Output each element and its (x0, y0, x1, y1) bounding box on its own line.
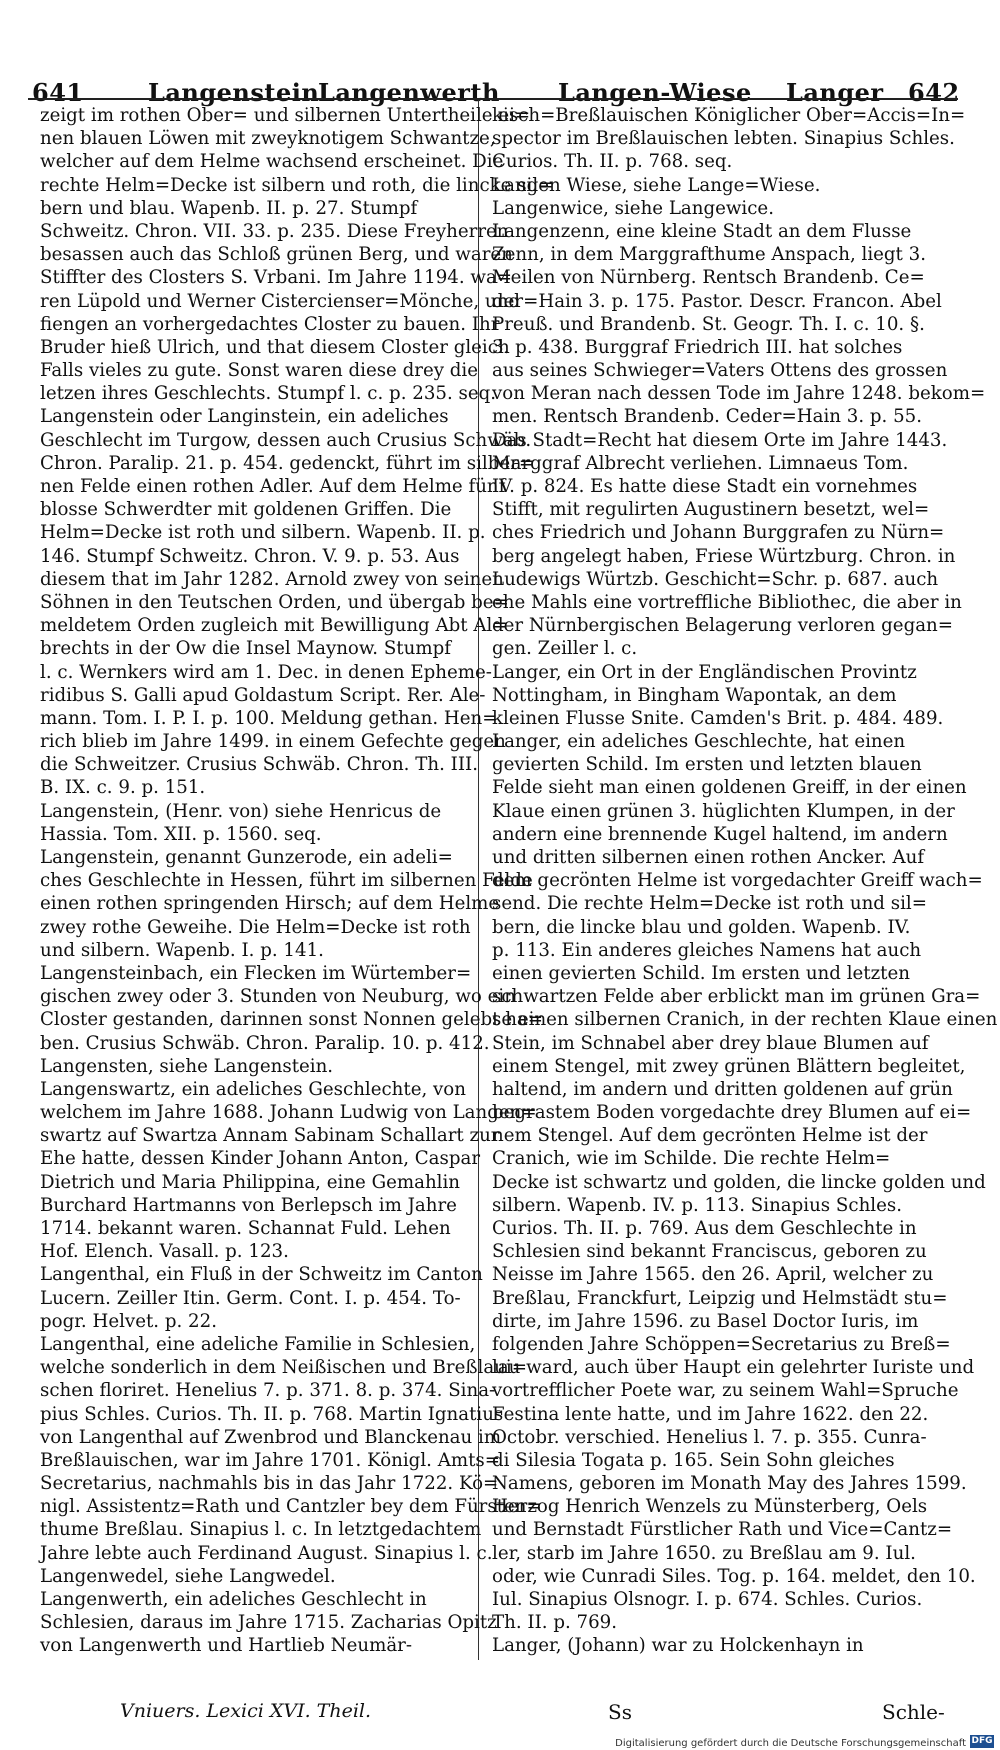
text-line: der Nürnbergischen Belagerung verloren gegan= (492, 615, 954, 637)
text-line: Langenstein, (Henr. von) siehe Henricus de (40, 800, 442, 822)
text-line: Langenthal, eine adeliche Familie in Schlesien, (40, 1333, 476, 1355)
text-line: von Meran nach dessen Tode im Jahre 1248. bekom= (492, 383, 986, 405)
text-line: und Bernstadt Fürstlicher Rath und Vice=Cantz= (492, 1519, 953, 1541)
text-line: Langer, ein Ort in der Engländischen Provintz (492, 661, 917, 683)
running-header (28, 60, 972, 108)
text-line: mann. Tom. I. P. I. p. 100. Meldung gethan. Hen= (40, 707, 498, 729)
text-line: von Langenwerth und Hartlieb Neumär- (40, 1635, 413, 1657)
text-line: begrastem Boden vorgedachte drey Blumen auf ei= (492, 1102, 972, 1124)
text-line: Stein, im Schnabel aber drey blaue Blumen auf (492, 1032, 929, 1054)
text-line: ridibus S. Galli apud Goldastum Script. Rer. Ale- (40, 684, 486, 706)
text-line: meldetem Orden zugleich mit Bewilligung Abt Al= (40, 615, 508, 637)
text-line: zwey rothe Geweihe. Die Helm=Decke ist roth (40, 916, 471, 938)
text-line: Langenwerth, ein adeliches Geschlecht in (40, 1589, 427, 1610)
text-line: se einen silbernen Cranich, in der rechten Klaue einen (492, 1009, 998, 1031)
text-line: ben. Crusius Schwäb. Chron. Paralip. 10. p. 412. (40, 1032, 490, 1054)
text-line: einen gevierten Schild. Im ersten und letzten (492, 962, 910, 984)
text-line: Langenswartz, ein adeliches Geschlechte, von (40, 1078, 466, 1100)
text-line: Decke ist schwartz und golden, die lincke golden und (492, 1171, 986, 1193)
text-line: p. 113. Ein anderes gleiches Namens hat auch (492, 939, 922, 961)
text-line: Langenwice, siehe Langewice. (492, 197, 774, 219)
text-line: Th. II. p. 769. (492, 1612, 618, 1634)
text-line: di Silesia Togata p. 165. Sein Sohn gleiches (492, 1449, 895, 1471)
text-line: folgenden Jahre Schöppen=Secretarius zu Breß= (492, 1333, 951, 1355)
text-line: diesem that im Jahr 1282. Arnold zwey von seinen (40, 568, 504, 590)
text-line: Langer, (Johann) war zu Holckenhayn in (492, 1635, 864, 1657)
text-line: bern, die lincke blau und golden. Wapenb. IV. (492, 916, 911, 938)
footer-catchline: Vniuers. Lexici XVI. Theil. (120, 1700, 372, 1722)
text-line: Helm=Decke ist roth und silbern. Wapenb. II. p. (40, 522, 486, 544)
text-line: Dietrich und Maria Philippina, eine Gemahlin (40, 1171, 461, 1193)
text-line: Geschlecht im Turgow, dessen auch Crusius Schwäb. (40, 429, 532, 451)
text-line: Ehe hatte, dessen Kinder Johann Anton, Caspar (40, 1148, 481, 1170)
text-line: Chron. Paralip. 21. p. 454. gedenckt, führt im silber= (40, 452, 535, 474)
text-line: Burchard Hartmanns von Berlepsch im Jahre (40, 1194, 457, 1216)
text-line: nen blauen Löwen mit zweyknotigem Schwantze, (40, 128, 496, 150)
text-line: Iul. Sinapius Olsnogr. I. p. 674. Schles. Curios. (492, 1589, 923, 1610)
text-line: Söhnen in den Teutschen Orden, und übergab be= (40, 591, 509, 613)
text-line: besassen auch das Schloß grünen Berg, und waren (40, 244, 513, 266)
text-line: Felde sieht man einen goldenen Greiff, in der einen (492, 777, 967, 799)
text-line: ler, starb im Jahre 1650. zu Breßlau am 9. Iul. (492, 1542, 916, 1564)
text-line: ren Lüpold und Werner Cistercienser=Mönche, und (40, 290, 520, 312)
text-line: Langer, ein adeliches Geschlechte, hat einen (492, 731, 906, 753)
text-line: Langensten, siehe Langenstein. (40, 1055, 334, 1077)
page-number-left: 641 (32, 78, 84, 107)
text-line: fiengen an vorhergedachtes Closter zu bauen. Ihr (40, 313, 500, 335)
text-line: andern eine brennende Kugel haltend, im andern (492, 823, 948, 845)
next-page-catchword: Schle- (882, 1700, 945, 1724)
text-line: Ludewigs Würtzb. Geschicht=Schr. p. 687. auch (492, 568, 939, 590)
text-line: Falls vieles zu gute. Sonst waren diese drey die (40, 360, 478, 382)
text-line: Cranich, wie im Schilde. Die rechte Helm= (492, 1148, 891, 1170)
text-line: schwartzen Felde aber erblickt man im grünen Gra= (492, 986, 981, 1008)
text-line: welcher auf dem Helme wachsend erscheinet. Die (40, 151, 504, 173)
header-catchword-left-2: Langenwerth (318, 78, 500, 107)
text-line: Langensteinbach, ein Flecken im Würtember= (40, 962, 472, 984)
text-line: und silbern. Wapenb. I. p. 141. (40, 939, 324, 961)
text-line: letzen ihres Geschlechts. Stumpf l. c. p. 235. seq. (40, 383, 497, 405)
text-line: Schlesien sind bekannt Franciscus, geboren zu (492, 1241, 927, 1263)
text-line: Preuß. und Brandenb. St. Geogr. Th. I. c. 10. §. (492, 313, 925, 335)
signature-mark: Ss (608, 1700, 632, 1724)
text-line: Langenstein oder Langinstein, ein adeliches (40, 406, 449, 428)
text-line: Stifft, mit regulirten Augustinern besetzt, wel= (492, 499, 930, 521)
text-line: Langenstein, genannt Gunzerode, ein adeli= (40, 847, 453, 868)
text-line: Breßlauischen, war im Jahre 1701. Königl. Amts= (40, 1449, 500, 1471)
text-line: Meilen von Nürnberg. Rentsch Brandenb. Ce= (492, 267, 925, 289)
header-catchword-left-1: Langenstein (148, 78, 320, 107)
text-line: Lucern. Zeiller Itin. Germ. Cont. I. p. 454. To- (40, 1287, 461, 1309)
right-column (492, 104, 998, 1658)
digitization-note: Digitalisierung gefördert durch die Deutsche Forschungsgemeinschaft (615, 1738, 966, 1749)
text-line: pogr. Helvet. p. 22. (40, 1310, 217, 1332)
text-line: Marggraf Albrecht verliehen. Limnaeus Tom. (492, 452, 909, 474)
text-line: send. Die rechte Helm=Decke ist roth und sil= (492, 893, 927, 915)
text-line: l. c. Wernkers wird am 1. Dec. in denen Epheme- (40, 661, 492, 683)
text-line: Jahre lebte auch Ferdinand August. Sinapius l. c. (40, 1542, 493, 1564)
text-line: Schlesien, daraus im Jahre 1715. Zacharias Opitz (40, 1612, 497, 1634)
text-line: kleinen Flusse Snite. Camden's Brit. p. 484. 489. (492, 707, 944, 729)
text-line: der=Hain 3. p. 175. Pastor. Descr. Francon. Abel (492, 290, 942, 312)
text-line: ehe Mahls eine vortreffliche Bibliothec, die aber in (492, 591, 962, 613)
text-line: Hof. Elench. Vasall. p. 123. (40, 1241, 289, 1263)
text-line: ches Friedrich und Johann Burggrafen zu Nürn= (492, 522, 945, 544)
text-line: rich blieb im Jahre 1499. in einem Gefechte gegen (40, 731, 506, 753)
text-line: lau ward, auch über Haupt ein gelehrter Iuriste und (492, 1357, 975, 1379)
text-line: Neisse im Jahre 1565. den 26. April, welcher zu (492, 1264, 934, 1286)
text-line: Herzog Henrich Wenzels zu Münsterberg, Oels (492, 1496, 928, 1518)
header-catchword-right-1: Langen-Wiese (558, 78, 752, 107)
text-line: 3. p. 438. Burggraf Friedrich III. hat solches (492, 336, 903, 358)
text-line: Festina lente hatte, und im Jahre 1622. den 22. (492, 1403, 929, 1425)
text-line: Langen Wiese, siehe Lange=Wiese. (492, 174, 821, 196)
text-line: IV. p. 824. Es hatte diese Stadt ein vornehmes (492, 476, 918, 497)
text-line: einen rothen springenden Hirsch; auf dem Helme (40, 893, 500, 915)
text-line: einem Stengel, mit zwey grünen Blättern begleitet, (492, 1055, 966, 1077)
text-line: B. IX. c. 9. p. 151. (40, 777, 206, 799)
text-line: dem gecrönten Helme ist vorgedachter Greiff wach= (492, 870, 983, 892)
text-line: nigl. Assistentz=Rath und Cantzler bey dem Fürsten= (40, 1496, 542, 1518)
text-line: Zenn, in dem Marggrafthume Anspach, liegt 3. (492, 244, 926, 266)
text-line: ches Geschlechte in Hessen, führt im silbernen Felde (40, 870, 533, 892)
text-line: spector im Breßlauischen lebten. Sinapius Schles. (492, 128, 955, 150)
text-line: Curios. Th. II. p. 768. seq. (492, 151, 733, 173)
text-line: gevierten Schild. Im ersten und letzten blauen (492, 754, 922, 776)
text-line: oder, wie Cunradi Siles. Tog. p. 164. meldet, den 10. (492, 1565, 976, 1587)
text-line: Langenwedel, siehe Langwedel. (40, 1565, 336, 1587)
text-line: Stiffter des Closters S. Vrbani. Im Jahre 1194. wa= (40, 267, 513, 289)
text-line: von Langenthal auf Zwenbrod und Blanckenau im (40, 1426, 502, 1448)
text-line: welchem im Jahre 1688. Johann Ludwig von Langen= (40, 1102, 537, 1124)
text-line: blosse Schwerdter mit goldenen Griffen. Die (40, 499, 452, 521)
text-line: nen Felde einen rothen Adler. Auf dem Helme fünf (40, 476, 506, 497)
text-line: Namens, geboren im Monath May des Jahres 1599. (492, 1473, 967, 1495)
text-line: men. Rentsch Brandenb. Ceder=Hain 3. p. 55. (492, 406, 923, 428)
text-line: swartz auf Swartza Annam Sabinam Schallart zur (40, 1125, 500, 1147)
text-line: nem Stengel. Auf dem gecrönten Helme ist der (492, 1125, 928, 1147)
text-line: Bruder hieß Ulrich, und that diesem Closter gleich (40, 336, 510, 358)
page-number-right: 642 (908, 78, 960, 107)
text-line: Langenthal, ein Fluß in der Schweitz im Canton (40, 1264, 483, 1286)
left-column (40, 104, 554, 1658)
text-line: die Schweitzer. Crusius Schwäb. Chron. Th. III. (40, 754, 478, 776)
text-line: schen floriret. Henelius 7. p. 371. 8. p. 374. Sina- (40, 1380, 496, 1402)
text-line: brechts in der Ow die Insel Maynow. Stumpf (40, 638, 451, 660)
text-line: Closter gestanden, darinnen sonst Nonnen gelebt ha= (40, 1009, 544, 1031)
header-catchword-right-2: Langer (786, 78, 884, 107)
text-line: Breßlau, Franckfurt, Leipzig und Helmstädt stu= (492, 1287, 948, 1309)
text-line: silbern. Wapenb. IV. p. 113. Sinapius Schles. (492, 1194, 902, 1216)
text-line: rechte Helm=Decke ist silbern und roth, die lincke sil= (40, 174, 554, 196)
text-line: aus seines Schwieger=Vaters Ottens des grossen (492, 360, 948, 382)
text-line: Nottingham, in Bingham Wapontak, an dem (492, 684, 897, 706)
text-line: Secretarius, nachmahls bis in das Jahr 1722. Kö= (40, 1473, 499, 1495)
text-line: vortrefflicher Poete war, zu seinem Wahl=Spruche (492, 1380, 959, 1402)
text-line: welche sonderlich in dem Neißischen und Breßlaui= (40, 1357, 527, 1379)
dfg-logo: DFG (971, 1736, 993, 1746)
text-line: haltend, im andern und dritten goldenen auf grün (492, 1078, 953, 1100)
text-line: Klaue einen grünen 3. hüglichten Klumpen, in der (492, 800, 955, 822)
text-line: und dritten silbernen einen rothen Ancker. Auf (492, 847, 925, 868)
text-line: Langenzenn, eine kleine Stadt an dem Flusse (492, 220, 912, 242)
text-line: 146. Stumpf Schweitz. Chron. V. 9. p. 53. Aus (40, 545, 460, 567)
text-line: thume Breßlau. Sinapius l. c. In letztgedachtem (40, 1519, 482, 1541)
text-line: Hassia. Tom. XII. p. 1560. seq. (40, 823, 322, 845)
text-line: Schweitz. Chron. VII. 33. p. 235. Diese Freyherren (40, 220, 509, 242)
text-line: Octobr. verschied. Henelius l. 7. p. 355. Cunra- (492, 1426, 927, 1448)
header-rule (28, 98, 958, 100)
text-line: gen. Zeiller l. c. (492, 638, 638, 660)
text-line: berg angelegt haben, Friese Würtzburg. Chron. in (492, 545, 956, 567)
text-line: gischen zwey oder 3. Stunden von Neuburg, wo ein (40, 986, 516, 1008)
text-line: 1714. bekannt waren. Schannat Fuld. Lehen (40, 1218, 451, 1239)
text-line: bern und blau. Wapenb. II. p. 27. Stumpf (40, 197, 418, 219)
text-line: kisch=Breßlauischen Königlicher Ober=Accis=In= (492, 105, 966, 126)
text-line: dirte, im Jahre 1596. zu Basel Doctor Iuris, im (492, 1310, 919, 1332)
text-line: Curios. Th. II. p. 769. Aus dem Geschlechte in (492, 1218, 917, 1239)
text-line: zeigt im rothen Ober= und silbernen Untertheile ei= (40, 105, 531, 126)
text-line: Das Stadt=Recht hat diesem Orte im Jahre 1443. (492, 429, 948, 451)
text-line: pius Schles. Curios. Th. II. p. 768. Martin Ignatius (40, 1403, 504, 1425)
